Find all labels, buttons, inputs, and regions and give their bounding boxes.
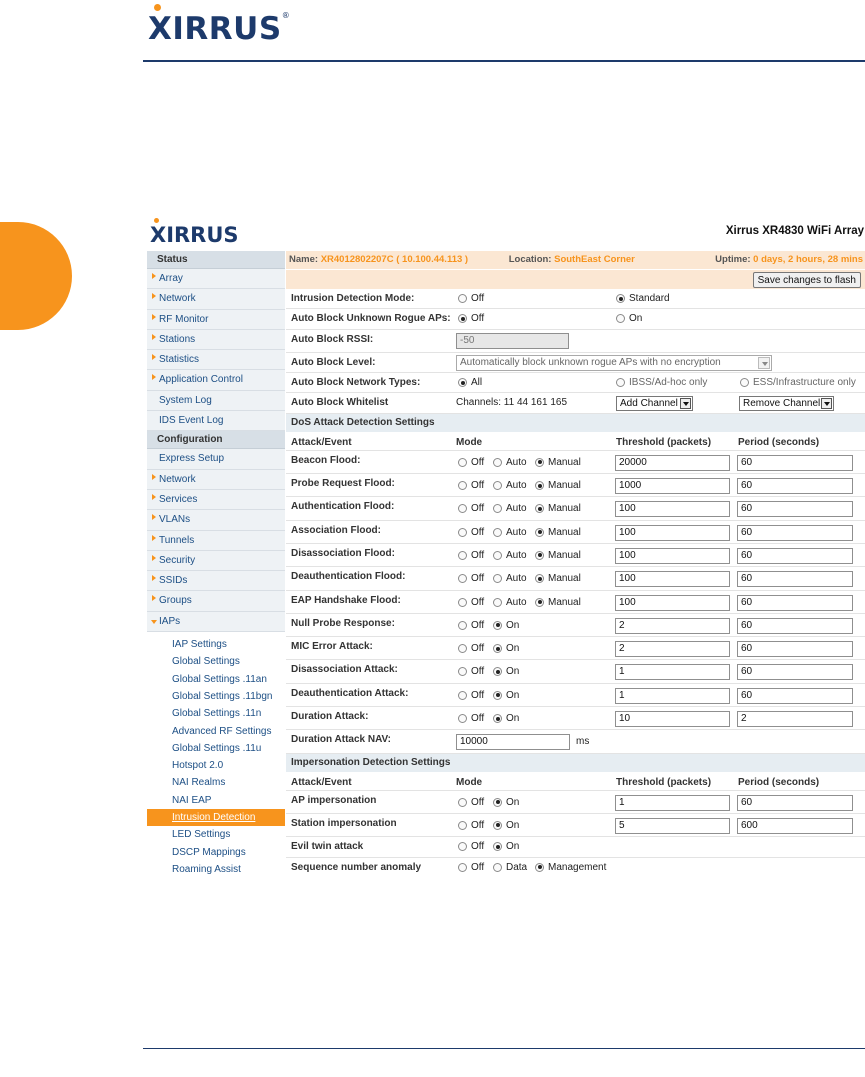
sidebar-subitem-dscp-mappings[interactable]: DSCP Mappings [147,844,285,861]
main-content [286,251,865,875]
manual-label: Manual [548,573,581,585]
network-types-row [286,373,865,393]
ids-mode-label: Intrusion Detection Mode: [291,293,415,304]
period-input[interactable]: 60 [737,618,853,634]
auto-label: Auto [506,549,527,561]
station-impersonation-label: Station impersonation [291,817,397,829]
management-label: Management [548,861,607,873]
table-row [286,814,865,837]
sidebar-item-groups[interactable]: Groups [147,591,285,611]
off-radio[interactable] [458,527,484,538]
net-type-ibss-radio[interactable] [616,377,707,388]
auto-label: Auto [506,456,527,468]
flood-label: Authentication Flood: [291,501,395,513]
auto-radio[interactable] [493,503,527,514]
sidebar-item-ids-event-log[interactable]: IDS Event Log [147,411,285,431]
imp-col-event: Attack/Event [291,776,352,788]
table-row [286,684,865,707]
manual-radio[interactable] [535,503,581,514]
sidebar-item-config-network[interactable]: Network [147,470,285,490]
duration-nav-input[interactable]: 10000 [456,734,570,750]
on-radio[interactable] [493,666,519,677]
flood-label: Deauthentication Flood: [291,571,406,583]
add-channel-label: Add Channel [620,398,678,410]
table-row [286,567,865,590]
on-radio[interactable] [493,713,519,724]
uptime-value: 0 days, 2 hours, 28 mins [753,254,863,265]
remove-channel-select[interactable] [739,396,834,411]
manual-label: Manual [548,549,581,561]
threshold-input[interactable]: 1 [615,664,730,680]
period-input[interactable]: 60 [737,688,853,704]
name-value: XR4012802207C [320,254,394,265]
off-label: Off [471,796,485,808]
flood-label: EAP Handshake Flood: [291,594,401,606]
auto-block-level-value: Automatically block unknown rogue APs with no encryption [460,356,721,368]
top-rule [143,60,865,62]
auto-block-label: Auto Block Unknown Rogue APs: [291,313,451,325]
sidebar-item-vlans[interactable]: VLANs [147,510,285,530]
whitelist-channels: Channels: 11 44 161 165 [456,397,568,409]
off-label: Off [471,861,485,873]
sidebar-subitem-global-settings-11u[interactable]: Global Settings .11u [147,740,285,757]
table-row [286,544,865,567]
auto-block-off-label: Off [471,313,485,325]
threshold-input[interactable]: 100 [615,571,730,587]
auto-radio[interactable] [493,527,527,538]
period-input[interactable]: 60 [737,478,853,494]
auto-radio[interactable] [493,480,527,491]
uptime-label: Uptime: [715,254,751,265]
name-label: Name: [289,254,319,265]
off-radio[interactable] [458,862,484,873]
rssi-label: Auto Block RSSI: [291,333,374,345]
on-label: On [506,666,520,678]
auto-block-off-radio[interactable] [458,313,484,324]
period-input[interactable]: 60 [737,525,853,541]
dos-col-event: Attack/Event [291,436,352,448]
threshold-input[interactable]: 20000 [615,455,730,471]
table-row [286,451,865,474]
auto-block-row [286,309,865,329]
period-input[interactable]: 60 [737,595,853,611]
off-radio[interactable] [458,573,484,584]
table-row [286,521,865,544]
on-radio[interactable] [493,643,519,654]
whitelist-label: Auto Block Whitelist [291,397,389,409]
ids-mode-off-radio[interactable] [458,293,484,304]
auto-radio[interactable] [493,550,527,561]
auto-radio[interactable] [493,573,527,584]
ids-mode-standard-radio[interactable] [616,293,670,304]
off-label: Off [471,549,485,561]
remove-channel-label: Remove Channel [743,398,821,410]
auto-label: Auto [506,480,527,492]
device-info-bar [286,251,865,269]
attack-label: Disassociation Attack: [291,664,398,676]
threshold-input[interactable]: 1000 [615,478,730,494]
flood-label: Disassociation Flood: [291,547,395,559]
flood-label: Association Flood: [291,524,381,536]
whitelist-row [286,393,865,413]
table-row [286,497,865,520]
off-radio[interactable] [458,797,484,808]
threshold-input[interactable]: 100 [615,595,730,611]
on-radio[interactable] [493,797,519,808]
page-logo: XIRRUS® [148,11,290,47]
table-row [286,791,865,814]
period-input[interactable]: 60 [737,548,853,564]
ap-impersonation-label: AP impersonation [291,794,377,806]
sidebar-item-security[interactable]: Security [147,551,285,571]
off-label: Off [471,480,485,492]
imp-col-threshold: Threshold (packets) [616,776,712,788]
location-label: Location: [508,254,552,265]
table-row [286,637,865,660]
on-radio[interactable] [493,820,519,831]
dos-col-period: Period (seconds) [738,436,820,448]
data-radio[interactable] [493,862,527,873]
sidebar-item-application-control[interactable]: Application Control [147,370,285,390]
off-label: Off [471,503,485,515]
period-input[interactable]: 600 [737,818,853,834]
period-input[interactable]: 60 [737,664,853,680]
sidebar-subitem-led-settings[interactable]: LED Settings [147,826,285,843]
off-radio[interactable] [458,713,484,724]
auto-block-level-label: Auto Block Level: [291,356,376,368]
sidebar-item-array[interactable]: Array [147,269,285,289]
dos-section-header: DoS Attack Detection Settings [286,414,865,432]
duration-nav-label: Duration Attack NAV: [291,734,392,746]
threshold-input[interactable]: 1 [615,688,730,704]
sidebar-item-network[interactable]: Network [147,289,285,309]
sidebar-subitem-global-settings-11an[interactable]: Global Settings .11an [147,671,285,688]
evil-twin-label: Evil twin attack [291,841,364,853]
table-row [286,660,865,683]
on-label: On [506,713,520,725]
add-channel-select[interactable] [616,396,693,411]
threshold-input[interactable]: 100 [615,548,730,564]
attack-label: Null Probe Response: [291,617,395,629]
dos-col-threshold: Threshold (packets) [616,436,712,448]
period-input[interactable]: 60 [737,795,853,811]
sidebar-item-rf-monitor[interactable]: RF Monitor [147,310,285,330]
auto-block-level-row [286,353,865,373]
on-label: On [506,619,520,631]
off-label: Off [471,619,485,631]
threshold-input[interactable]: 10 [615,711,730,727]
table-row [286,858,865,875]
ids-mode-off-label: Off [471,293,485,304]
auto-radio[interactable] [493,457,527,468]
auto-label: Auto [506,503,527,515]
period-input[interactable]: 2 [737,711,853,727]
manual-label: Manual [548,596,581,608]
sidebar-item-statistics[interactable]: Statistics [147,350,285,370]
location-value: SouthEast Corner [554,254,635,265]
app-logo: XIRRUS [150,223,239,247]
dos-col-mode: Mode [456,436,483,448]
off-radio[interactable] [458,643,484,654]
off-radio[interactable] [458,503,484,514]
off-radio[interactable] [458,597,484,608]
auto-label: Auto [506,573,527,585]
auto-block-on-radio[interactable] [616,313,642,324]
threshold-input[interactable]: 100 [615,501,730,517]
net-type-all-radio[interactable] [458,377,482,388]
sidebar-nav [147,251,285,875]
off-label: Off [471,456,485,468]
network-types-label: Auto Block Network Types: [291,377,421,389]
sidebar-header-configuration: Configuration [147,431,285,449]
chevron-down-icon [680,398,691,409]
on-label: On [506,841,520,853]
net-type-ess-label: ESS/Infrastructure only [753,377,856,389]
net-type-ess-radio[interactable] [740,377,856,388]
period-input[interactable]: 60 [737,501,853,517]
sidebar-subitem-iap-settings[interactable]: IAP Settings [147,636,285,653]
sidebar-item-stations[interactable]: Stations [147,330,285,350]
on-label: On [506,796,520,808]
sidebar-header-status: Status [147,251,285,269]
off-label: Off [471,819,485,831]
threshold-input[interactable]: 2 [615,618,730,634]
imp-column-headers [286,772,865,791]
on-label: On [506,643,520,655]
data-label: Data [506,861,528,873]
manual-radio[interactable] [535,457,581,468]
sidebar-subitem-global-settings-11n[interactable]: Global Settings .11n [147,705,285,722]
off-label: Off [471,573,485,585]
rssi-row [286,330,865,353]
sidebar-subitem-hotspot-2[interactable]: Hotspot 2.0 [147,757,285,774]
auto-radio[interactable] [493,597,527,608]
duration-nav-unit: ms [576,736,590,748]
net-type-ibss-label: IBSS/Ad-hoc only [629,377,708,389]
duration-nav-row [286,730,865,753]
off-radio[interactable] [458,690,484,701]
sidebar-item-services[interactable]: Services [147,490,285,510]
manual-label: Manual [548,456,581,468]
off-label: Off [471,713,485,725]
management-radio[interactable] [535,862,606,873]
save-changes-button[interactable]: Save changes to flash [753,272,861,288]
auto-block-on-label: On [629,313,643,325]
flood-label: Probe Request Flood: [291,478,395,490]
on-label: On [506,819,520,831]
on-label: On [506,689,520,701]
manual-label: Manual [548,480,581,492]
off-label: Off [471,643,485,655]
orange-side-tab [0,222,72,330]
manual-radio[interactable] [535,550,581,561]
rssi-input[interactable]: -50 [456,333,569,349]
dos-column-headers [286,432,865,451]
period-input[interactable]: 60 [737,641,853,657]
ip-value: ( 10.100.44.113 ) [396,254,469,265]
sidebar-subitem-global-settings[interactable]: Global Settings [147,653,285,670]
web-ui-screenshot [146,213,865,875]
attack-label: Deauthentication Attack: [291,687,409,699]
chevron-down-icon [758,357,770,369]
manual-label: Manual [548,503,581,515]
table-row [286,614,865,637]
sidebar-subitem-global-settings-11bgn[interactable]: Global Settings .11bgn [147,688,285,705]
auto-block-level-select[interactable] [456,355,772,371]
off-radio[interactable] [458,820,484,831]
bottom-rule [143,1048,865,1049]
uptime [715,251,863,269]
sidebar-subitem-nai-realms[interactable]: NAI Realms [147,774,285,791]
net-type-all-label: All [471,377,483,389]
ids-mode-row [286,289,865,309]
auto-label: Auto [506,526,527,538]
off-radio[interactable] [458,841,484,852]
attack-label: MIC Error Attack: [291,641,373,653]
manual-radio[interactable] [535,480,581,491]
sidebar-subitem-advanced-rf-settings[interactable]: Advanced RF Settings [147,723,285,740]
on-radio[interactable] [493,841,519,852]
manual-radio[interactable] [535,597,581,608]
off-radio[interactable] [458,480,484,491]
period-input[interactable]: 60 [737,571,853,587]
sidebar-item-tunnels[interactable]: Tunnels [147,531,285,551]
chevron-down-icon [821,398,832,409]
threshold-input[interactable]: 1 [615,795,730,811]
impersonation-section-header: Impersonation Detection Settings [286,754,865,772]
on-radio[interactable] [493,690,519,701]
manual-radio[interactable] [535,527,581,538]
sidebar-item-express-setup[interactable]: Express Setup [147,449,285,469]
table-row [286,474,865,497]
app-title: Xirrus XR4830 WiFi Array [725,225,864,237]
off-radio[interactable] [458,550,484,561]
manual-radio[interactable] [535,573,581,584]
attack-label: Duration Attack: [291,711,369,723]
threshold-input[interactable]: 5 [615,818,730,834]
ids-mode-standard-label: Standard [629,293,670,304]
sidebar-item-ssids[interactable]: SSIDs [147,571,285,591]
sidebar-item-iaps[interactable]: IAPs [147,612,285,632]
off-radio[interactable] [458,620,484,631]
flood-label: Beacon Flood: [291,454,361,466]
table-row [286,591,865,614]
off-label: Off [471,596,485,608]
period-input[interactable]: 60 [737,455,853,471]
save-bar [286,269,865,289]
sequence-anomaly-label: Sequence number anomaly [291,861,422,873]
off-label: Off [471,666,485,678]
threshold-input[interactable]: 100 [615,525,730,541]
off-radio[interactable] [458,457,484,468]
on-radio[interactable] [493,620,519,631]
off-radio[interactable] [458,666,484,677]
sidebar-subitem-intrusion-detection[interactable]: Intrusion Detection [147,809,285,826]
imp-col-period: Period (seconds) [738,776,820,788]
off-label: Off [471,526,485,538]
table-row [286,707,865,730]
sidebar-subitem-roaming-assist[interactable]: Roaming Assist [147,861,285,875]
off-label: Off [471,689,485,701]
sidebar-item-system-log[interactable]: System Log [147,391,285,411]
auto-label: Auto [506,596,527,608]
manual-label: Manual [548,526,581,538]
imp-col-mode: Mode [456,776,483,788]
table-row [286,837,865,857]
threshold-input[interactable]: 2 [615,641,730,657]
sidebar-subitem-nai-eap[interactable]: NAI EAP [147,792,285,809]
off-label: Off [471,841,485,853]
